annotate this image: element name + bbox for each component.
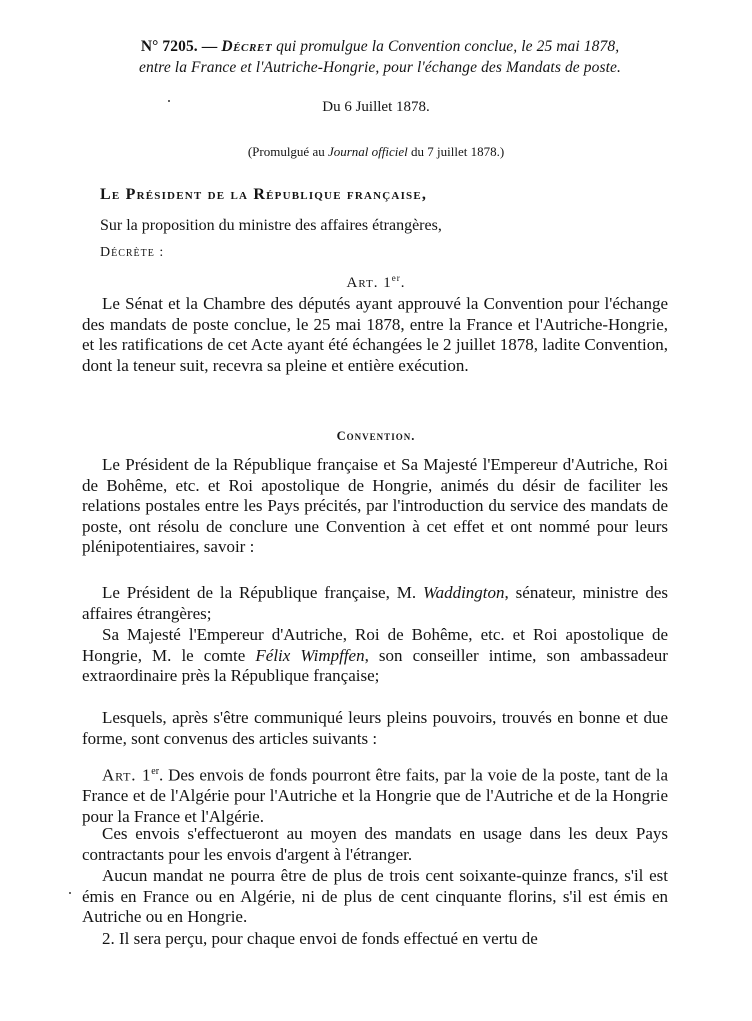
decree-date: Du 6 Juillet 1878. <box>322 99 430 115</box>
plenipotentiary-austria-before: Sa Majesté l'Empereur d'Autriche, Roi de Bohême, etc. et Roi apostolique de Hongrie, M. le comte <box>82 625 668 665</box>
paper-speck <box>168 100 170 102</box>
article-1-text-label: Art. 1 <box>102 765 152 785</box>
promulgation-after: du 7 juillet 1878.) <box>407 144 505 159</box>
plenipotentiary-france-before: Le Président de la République française, M. <box>102 583 423 602</box>
decree-word: Décret <box>221 38 273 55</box>
promulgation-note <box>0 143 752 161</box>
article-2-start: 2. Il sera perçu, pour chaque envoi de fonds effectué en vertu de <box>102 929 538 948</box>
aucun-mandat-paragraph: Aucun mandat ne pourra être de plus de trois cent soixante-quinze francs, s'il est émis en France ou en Algérie, ni de plus de cent cinquante florins, s'il est émis en Autriche ou en Hongrie. <box>82 866 668 926</box>
convention-preamble: Le Président de la République française et Sa Majesté l'Empereur d'Autriche, Roi de Bohême, etc. et Roi apostolique de Hongrie, animés du désir de faciliter les relations postales entre les Pays précités, par l'introduction du service des mandats de poste, ont résolu de conclure une Convention à cet effet et ont nommé pour leurs plénipotentiaires, savoir : <box>82 455 668 556</box>
president-heading: Le Président de la République française, <box>100 186 428 203</box>
decrete-label: Décrète : <box>100 245 165 260</box>
decree-title <box>60 36 700 78</box>
article-1-heading <box>0 268 752 293</box>
journal-officiel: Journal officiel <box>327 144 408 159</box>
convention-heading: Convention. <box>336 429 416 443</box>
plenipotentiary-france-after: , sénateur, ministre des affaires étrangères; <box>82 583 668 623</box>
plenipotentiary-austria-after: , son conseiller intime, son ambassadeur extraordinaire près la République française; <box>82 645 668 685</box>
envois-paragraph: Ces envois s'effectueront au moyen des mandats en usage dans les deux Pays contractants pour les envois d'argent à l'étranger. <box>82 824 668 864</box>
decree-number: N° 7205. — <box>140 38 222 55</box>
lesquels-paragraph: Lesquels, après s'être communiqué leurs pleins pouvoirs, trouvés en bonne et due forme, sont convenus des articles suivants : <box>82 708 668 748</box>
decree-title-line2: entre la France et l'Autriche-Hongrie, pour l'échange des Mandats de poste. <box>139 59 621 76</box>
article-1-sup: er <box>391 273 401 283</box>
article-1-text-sup: er <box>151 766 160 777</box>
paper-speck <box>69 892 71 894</box>
decree-title-line1: qui promulgue la Convention conclue, le 25 mai 1878, <box>272 38 620 55</box>
article-1-dot: . <box>400 275 406 291</box>
proposition-line: Sur la proposition du ministre des affaires étrangères, <box>100 217 442 234</box>
plenipotentiary-austria <box>82 625 668 687</box>
plenipotentiary-austria-name: Félix Wimpffen <box>255 645 365 665</box>
decree-paragraph: Le Sénat et la Chambre des députés ayant approuvé la Convention pour l'échange des mandats de poste conclue, le 25 mai 1878, entre la France et l'Autriche-Hongrie, et les ratifications de cet Acte ayant été échangées le 2 juillet 1878, ladite Convention, dont la teneur suit, recevra sa pleine et entière exécution. <box>82 294 668 375</box>
article-1-text-body: . Des envois de fonds pourront être faits, par la voie de la poste, tant de la France et de l'Algérie pour l'Autriche et la Hongrie que de l'Autriche et de la Hongrie pour la France et l'Algérie. <box>82 765 668 826</box>
plenipotentiary-france <box>82 583 668 624</box>
article-1-label: Art. 1 <box>346 275 392 291</box>
article-1-text <box>82 762 668 827</box>
promulgation-before: (Promulgué au <box>247 144 328 159</box>
plenipotentiary-france-name: Waddington <box>422 583 505 602</box>
